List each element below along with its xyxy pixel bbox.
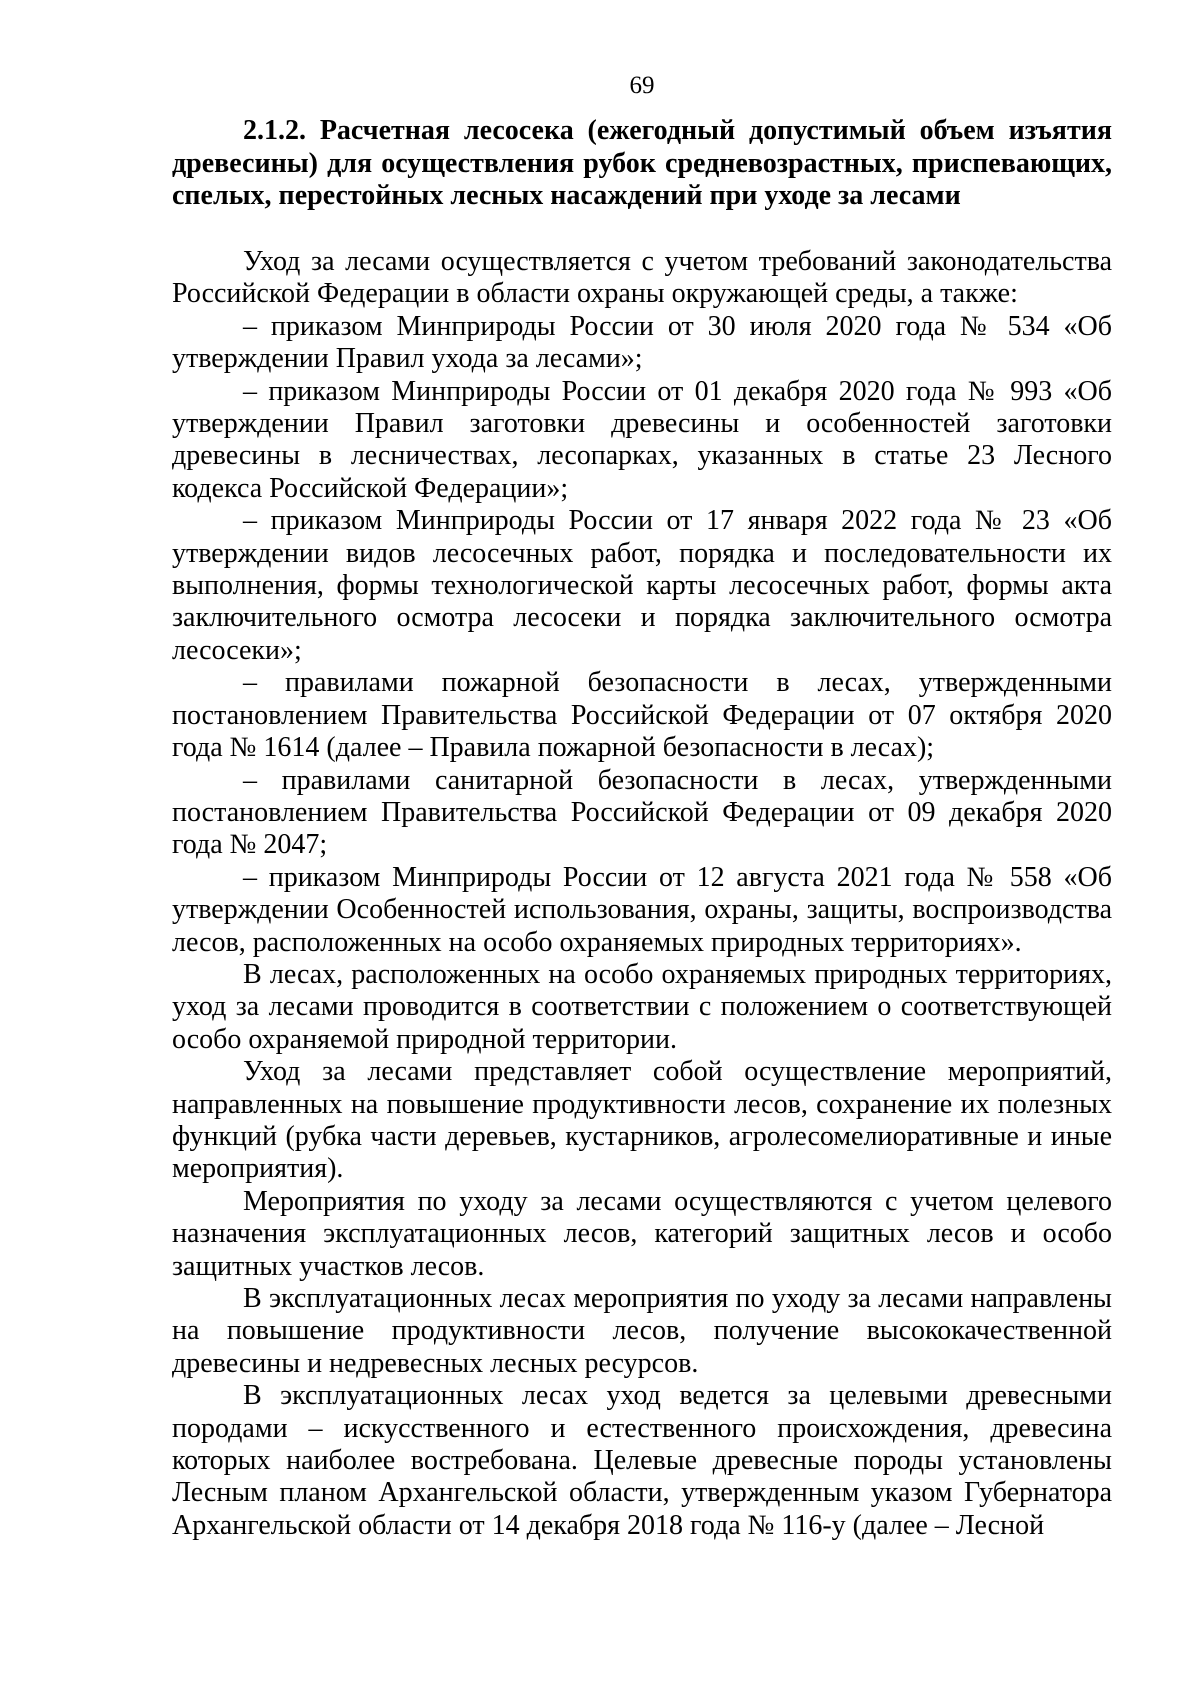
list-item-order-993: – приказом Минприроды России от 01 декабря 2020 года № 993 «Об утверждении Правил заготовки древесины и особенностей заготовки древесины в лесничествах, лесопарках, указанных в статье 23 Лесного кодекса Российской Федерации»; <box>172 375 1112 504</box>
list-item-fire-safety-rules: – правилами пожарной безопасности в лесах, утвержденными постановлением Правительства Российской Федерации от 07 октября 2020 года № 1614 (далее – Правила пожарной безопасности в лесах); <box>172 667 1112 764</box>
list-item-order-534: – приказом Минприроды России от 30 июля 2020 года № 534 «Об утверждении Правил ухода за лесами»; <box>172 310 1112 375</box>
paragraph-intro: Уход за лесами осуществляется с учетом требований законодательства Российской Федерации в области охраны окружающей среды, а также: <box>172 246 1112 310</box>
paragraph-care-measures: Мероприятия по уходу за лесами осуществляются с учетом целевого назначения эксплуатационных лесов, категорий защитных лесов и особо защитных участков лесов. <box>172 1185 1112 1282</box>
list-item-order-23: – приказом Минприроды России от 17 января 2022 года № 23 «Об утверждении видов лесосечных работ, порядка и последовательности их выполнения, формы технологической карты лесосечных работ, формы акта заключительного осмотра лесосеки и порядка заключительного осмотра лесосеки»; <box>172 505 1112 666</box>
list-item-sanitary-safety-rules: – правилами санитарной безопасности в лесах, утвержденными постановлением Правительства Российской Федерации от 09 декабря 2020 года № 2047; <box>172 764 1112 861</box>
paragraph-protected-territories: В лесах, расположенных на особо охраняемых природных территориях, уход за лесами проводится в соответствии с положением о соответствующей особо охраняемой природной территории. <box>172 958 1112 1055</box>
paragraph-exploitation-forests-goals: В эксплуатационных лесах мероприятия по уходу за лесами направлены на повышение продуктивности лесов, получение высококачественной древесины и недревесных лесных ресурсов. <box>172 1283 1112 1379</box>
paragraph-forest-care-definition: Уход за лесами представляет собой осуществление мероприятий, направленных на повышение продуктивности лесов, сохранение их полезных функций (рубка части деревьев, кустарников, агролесомелиоративные и иные мероприятия). <box>172 1056 1112 1185</box>
list-item-order-558: – приказом Минприроды России от 12 августа 2021 года № 558 «Об утверждении Особенностей использования, охраны, защиты, воспроизводства лесов, расположенных на особо охраняемых природных территориях». <box>172 861 1112 958</box>
page-number: 69 <box>629 72 655 99</box>
paragraph-target-species: В эксплуатационных лесах уход ведется за целевыми древесными породами – искусственного и естественного происхождения, древесина которых наиболее востребована. Целевые древесные породы установлены Лесным планом Архангельской области, утвержденным указом Губернатора Архангельской области от 14 декабря 2018 года № 116-у (далее – Лесной <box>172 1380 1112 1541</box>
section-heading: 2.1.2. Расчетная лесосека (ежегодный допустимый объем изъятия древесины) для осуществления рубок средневозрастных, приспевающих, спелых, перестойных лесных насаждений при уходе за лесами <box>172 115 1112 211</box>
body-text <box>172 246 1112 1542</box>
